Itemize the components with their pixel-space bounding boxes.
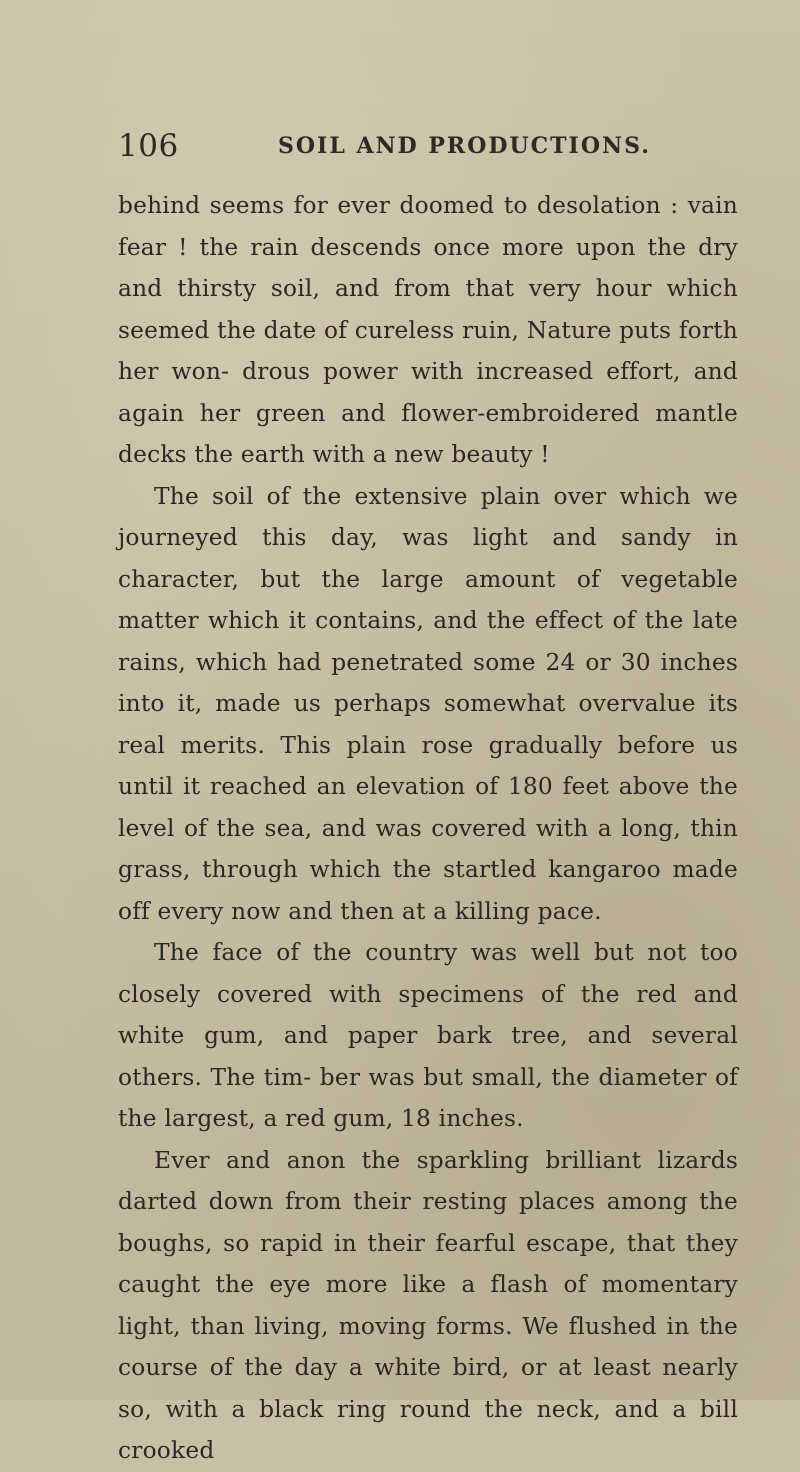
body-text (118, 185, 738, 1472)
running-title: SOIL AND PRODUCTIONS. (278, 133, 651, 159)
paragraph-1: behind seems for ever doomed to desolation : vain fear ! the rain descends once more upon the dry and thirsty soil, and from that very hour which seemed the date of cureless ruin, Nature puts forth her won- drous power with increased effort, and again her green and flower-embroidered mantle decks the earth with a new beauty ! (118, 192, 738, 468)
paragraph-4: Ever and anon the sparkling brilliant lizards darted down from their resting places among the boughs, so rapid in their fearful escape, that they caught the eye more like a flash of momentary light, than living, moving forms. We flushed in the course of the day a white bird, or at least nearly so, with a black ring round the neck, and a bill crooked (118, 1146, 738, 1464)
paragraph-3: The face of the country was well but not too closely covered with specimens of the red and white gum, and paper bark tree, and several others. The tim- ber was but small, the diameter of the largest, a red gum, 18 inches. (118, 939, 738, 1132)
paragraph-2: The soil of the extensive plain over which we journeyed this day, was light and sandy in character, but the large amount of vegetable matter which it contains, and the effect of the late rains, which had penetrated some 24 or 30 inches into it, made us perhaps somewhat overvalue its real merits. This plain rose gradually before us until it reached an elevation of 180 feet above the level of the sea, and was covered with a long, thin grass, through which the startled kangaroo made off every now and then at a killing pace. (118, 482, 738, 925)
page-number: 106 (118, 128, 179, 164)
page-header (118, 128, 738, 168)
